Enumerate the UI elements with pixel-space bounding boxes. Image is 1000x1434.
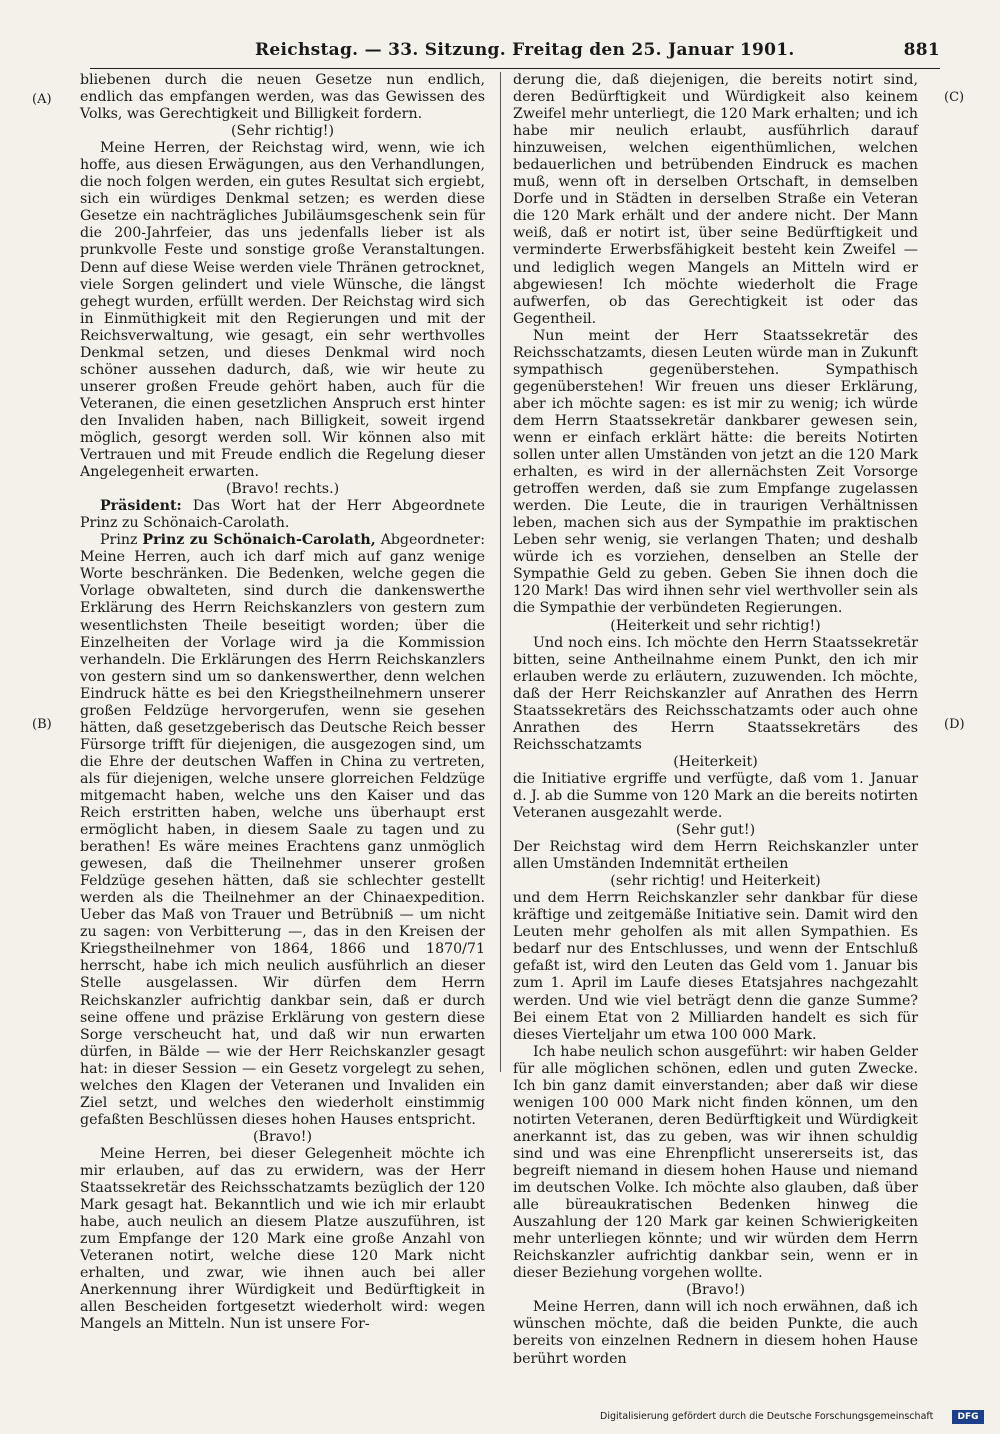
paragraph: derung die, daß diejenigen, die bereits notirt sind, deren Bedürftigkeit und Würdigkeit also keinem Zweifel mehr unterliegt, die 120 Mark erhalten; und ich habe mir neulich erlaubt, ausführlich darauf hinzuweisen, welchen eigenthümlichen, welchen bedauerlichen und betrübenden Eindruck es machen muß, wenn oft in derselben Ortschaft, in demselben Dorfe und in Städten in derselben Straße ein Veteran die 120 Mark erhält und der andere nicht. Der Mann weiß, daß er notirt ist, über seine Bedürftigkeit und verminderte Erwerbsfähigkeit besteht kein Zweifel — und lediglich wegen Mangels an Mitteln wird er abgewiesen! Ich möchte wiederholt die Frage aufwerfen, ob das Gerechtigkeit ist oder das Gegentheil. (513, 72, 918, 327)
speaker-paragraph (80, 532, 485, 1129)
paragraph: Nun meint der Herr Staatssekretär des Reichsschatzamts, diesen Leuten würde man in Zukunft sympathisch gegenüberstehen. Sympathisch gegenüberstehen! Wir freuen uns dieser Erklärung, aber ich möchte sagen: es ist mir zu wenig; ich würde dem Herrn Staatssekretär dankbarer gewesen sein, wenn er einfach erklärt hätte: die bereits Notirten sollen unter allen Umständen von jetzt an die 120 Mark erhalten, es wird in der allernächsten Zeit Vorsorge getroffen werden, daß sie zum Empfange zugelassen werden. Die Leute, die in traurigen Verhältnissen leben, machen sich aus der Sympathie im praktischen Leben sehr wenig, sie verlangen Thaten; und deshalb würde ich es vorziehen, denselben an Stelle der Sympathie Geld zu geben. Geben Sie ihnen doch die 120 Mark! Das wird ihnen sehr viel werthvoller sein als die Sympathie der verbündeten Regierungen. (513, 327, 918, 617)
paragraph: Ich habe neulich schon ausgeführt: wir haben Gelder für alle möglichen schönen, edlen und guten Zwecke. Ich bin ganz damit einverstanden; aber daß wir diese wenigen 100 000 Mark nicht finden können, um den notirten Veteranen, deren Bedürftigkeit und Würdigkeit anerkannt ist, das zu geben, was wir ihnen schuldig sind und was eine Ehrenpflicht unsererseits ist, das begreift niemand in diesem hohen Hause und niemand im deutschen Volke. Ich möchte also glauben, daß über alle büreaukratischen Bedenken hinweg die Auszahlung der 120 Mark gar keinen Schwierigkeiten mehr unterliegen könnte; und wir würden dem Herrn Reichskanzler aufrichtig dankbar sein, wenn er in dieser Beziehung vorgehen wollte. (513, 1043, 918, 1282)
interjection: (Bravo! rechts.) (225, 481, 340, 498)
paragraph: die Initiative ergriffe und verfügte, daß vom 1. Januar d. J. ab die Summe von 120 Mark an die bereits notirten Veteranen ausgezahlt werde. (513, 770, 918, 822)
paragraph: Der Reichstag wird dem Herrn Reichskanzler unter allen Umständen Indemnität ertheilen (513, 839, 918, 873)
left-column (80, 72, 485, 1333)
margin-marker-b: (B) (32, 717, 52, 732)
running-title: Reichstag. — 33. Sitzung. Freitag den 25. Januar 1901. (255, 40, 795, 60)
paragraph-text: Abgeordneter: Meine Herren, auch ich darf mich auf ganz wenige Worte beschränken. Die Bedenken, welche gegen die Vorlage obwalteten, sind durch die dankenswerthe Erklärung des Herrn Reichskanzlers von gestern zum wesentlichsten Theile beseitigt worden; über die Einzelheiten der Vorlage wird ja die Kommission verhandeln. Die Erklärungen des Herrn Reichskanzlers von gestern sind um so dankenswerther, denn welchen Eindruck hätte es bei den Kriegstheilnehmern unserer großen Feldzüge hervorgerufen, wenn sie gesehen hätten, daß gesetzgeberisch das Deutsche Reich besser Fürsorge trifft für diejenigen, die ausgezogen sind, um die Ehre der deutschen Waffen in China zu vertreten, als für diejenigen, welche unsere glorreichen Feldzüge mitgemacht haben, welche uns den Kaiser und das Reich erstritten haben, welche uns überhaupt erst ermöglicht haben, in diesem Saale zu tagen und zu berathen! Es wäre meines Erachtens ganz unmöglich gewesen, daß die Theilnehmer unserer großen Feldzüge gesehen hätten, daß sie schlechter gestellt werden als die Theilnehmer an der Chinaexpedition. Ueber das Maß von Trauer und Betrübniß — um nicht zu sagen: von Verbitterung —, das in den Kreisen der Kriegstheilnehmer von 1864, 1866 und 1870/71 herrscht, habe ich mich neulich ausführlich an dieser Stelle ausgelassen. Wir dürfen dem Herrn Reichskanzler aufrichtig dankbar sein, daß er durch seine offene und präzise Erklärung von gestern diese Sorge verscheucht hat, und daß wir nun erwarten dürfen, in Bälde — wie der Herr Reichskanzler gesagt hat: in dieser Session — ein Gesetz vorgelegt zu sehen, welches den Klagen der Veteranen und Invaliden ein Ziel setzt, und welches den wiederholt einstimmig gefaßten Beschlüssen dieses hohen Hauses entspricht. (80, 532, 485, 1128)
interjection: (Heiterkeit) (673, 753, 758, 770)
speaker-president: Präsident: (100, 498, 182, 515)
interjection: (Bravo!) (686, 1282, 745, 1299)
speaker-prince: Prinz zu Schönaich-Carolath, (142, 532, 376, 549)
margin-marker-c: (C) (944, 90, 965, 105)
paragraph: Meine Herren, bei dieser Gelegenheit möchte ich mir erlauben, auf das zu erwidern, was der Herr Staatssekretär des Reichsschatzamts bezüglich der 120 Mark gesagt hat. Bekanntlich und wie ich mir erlaubt habe, auch neulich an diesem Platze auszuführen, ist zum Empfange der 120 Mark eine große Anzahl von Veteranen notirt, welche diese 120 Mark nicht erhalten, und zwar, wie ihnen auch bei aller Anerkennung ihrer Würdigkeit und Bedürftigkeit in allen Bescheiden fortgesetzt wiederholt wird: wegen Mangels an Mitteln. Nun ist unsere For- (80, 1145, 485, 1333)
dfg-logo: DFG (952, 1410, 984, 1424)
margin-marker-d: (D) (944, 717, 965, 732)
paragraph: Meine Herren, dann will ich noch erwähnen, daß ich wünschen möchte, daß die beiden Punkte, die auch bereits von einzelnen Rednern in diesem hohen Hause berührt worden (513, 1299, 918, 1367)
footer-credit: Digitalisierung gefördert durch die Deutsche Forschungsgemeinschaft (600, 1411, 934, 1422)
interjection: (sehr richtig! und Heiterkeit) (610, 873, 821, 890)
interjection: (Sehr gut!) (675, 822, 756, 839)
interjection: (Heiterkeit und sehr richtig!) (610, 617, 821, 634)
paragraph-text: Das Wort hat der Herr Abgeordnete Prinz zu Schönaich-Carolath. (80, 498, 485, 532)
paragraph: Und noch eins. Ich möchte den Herrn Staatssekretär bitten, seine Antheilnahme einem Punkt, den ich mir erlauben werde zu erläutern, zuzuwenden. Ich möchte, daß der Herr Reichskanzler auf Anrathen des Herrn Staatssekretärs des Reichsschatzamts oder auch ohne Anrathen des Herrn Staatssekretärs des Reichsschatzamts (513, 634, 918, 753)
paragraph: bliebenen durch die neuen Gesetze nun endlich, endlich das empfangen werden, was das Gewissen des Volks, was Gerechtigkeit und Billigkeit fordern. (80, 72, 485, 123)
digitization-footer (600, 1410, 990, 1426)
speaker-title: Prinz (100, 532, 138, 549)
interjection: (Sehr richtig!) (230, 123, 335, 140)
page-header (90, 40, 940, 66)
paragraph: Meine Herren, der Reichstag wird, wenn, wie ich hoffe, aus diesen Erwägungen, aus den Verhandlungen, die noch folgen werden, ein gutes Resultat sich ergiebt, sich ein würdiges Denkmal setzen; es werden diese Gesetze ein nachträgliches Jubiläumsgeschenk sein für die 200-Jahrfeier, das uns jedenfalls lieber ist als prunkvolle Feste und sonstige große Veranstaltungen. Denn auf diese Weise werden viele Thränen getrocknet, viele Sorgen gelindert und viele Wünsche, die längst gehegt wurden, erfüllt werden. Der Reichstag wird sich in Einmüthigkeit mit den Regierungen und mit der Reichsverwaltung, wie gesagt, ein sehr werthvolles Denkmal setzen, und dieses Denkmal wird noch schöner aussehen dadurch, daß, wie wir heute zu unserer großen Freude gehört haben, auch für die Veteranen, die einen gesetzlichen Anspruch erst hinter den Invaliden haben, nach Billigkeit, soweit irgend möglich, gesorgt werden soll. Wir können also mit Vertrauen und mit Freude endlich die Regelung dieser Angelegenheit erwarten. (80, 140, 485, 481)
margin-marker-a: (A) (32, 92, 52, 107)
interjection: (Bravo!) (253, 1128, 312, 1145)
header-rule (90, 68, 940, 69)
paragraph: und dem Herrn Reichskanzler sehr dankbar für diese kräftige und zeitgemäße Initiative sein. Damit wird den Leuten mehr geholfen als mit allen Sympathien. Es bedarf nur des Entschlusses, und wenn der Entschluß gefaßt ist, wird den Leuten das Geld vom 1. Januar bis zum 1. April im Laufe dieses Etatsjahres nachgezahlt werden. Und wie viel beträgt denn die ganze Summe? Bei einem Etat von 2 Milliarden handelt es sich für dieses Vierteljahr um etwa 100 000 Mark. (513, 890, 918, 1043)
right-column (513, 72, 918, 1367)
page-number: 881 (903, 40, 940, 60)
column-divider (500, 72, 501, 1072)
speaker-paragraph (80, 498, 485, 532)
